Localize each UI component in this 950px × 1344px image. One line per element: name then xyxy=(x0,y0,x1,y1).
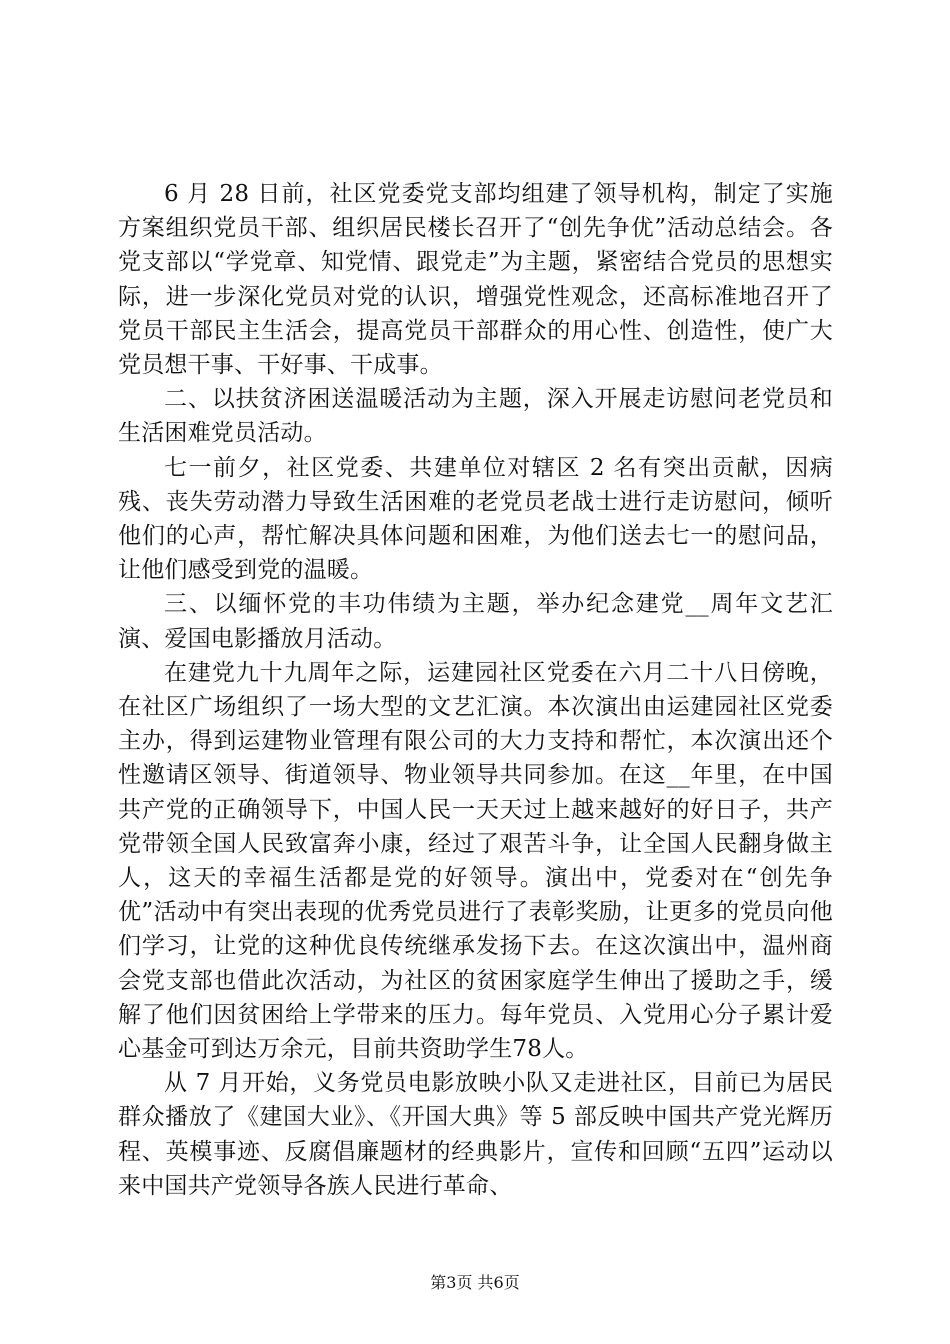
document-body xyxy=(118,177,833,1203)
paragraph-3: 七一前夕，社区党委、共建单位对辖区 2 名有突出贡献，因病残、丧失劳动潜力导致生活困难的老党员老战士进行走访慰问，倾听他们的心声，帮忙解决具体问题和困难，为他们送去七一的慰问品，让他们感受到党的温暖。 xyxy=(118,454,833,584)
paragraph-5: 在建党九十九周年之际，运建园社区党委在六月二十八日傍晚，在社区广场组织了一场大型的文艺汇演。本次演出由运建园社区党委主办，得到运建物业管理有限公司的大力支持和帮忙，本次演出还个性邀请区领导、街道领导、物业领导共同参加。在这__年里，在中国共产党的正确领导下，中国人民一天天过上越来越好的好日子，共产党带领全国人民致富奔小康，经过了艰苦斗争，让全国人民翻身做主人，这天的幸福生活都是党的好领导。演出中，党委对在“创先争优”活动中有突出表现的优秀党员进行了表彰奖励，让更多的党员向他们学习，让党的这种优良传统继承发扬下去。在这次演出中，温州商会党支部也借此次活动，为社区的贫困家庭学生伸出了援助之手，缓解了他们因贫困给上学带来的压力。每年党员、入党用心分子累计爱心基金可到达万余元，目前共资助学生78人。 xyxy=(118,659,833,1063)
paragraph-6: 从 7 月开始，义务党员电影放映小队又走进社区，目前已为居民群众播放了《建国大业》、《开国大典》等 5 部反映中国共产党光辉历程、英模事迹、反腐倡廉题材的经典影片，宣传和回顾“五四”运动以来中国共产党领导各族人民进行革命、 xyxy=(118,1070,833,1199)
paragraph-4: 三、以缅怀党的丰功伟绩为主题，举办纪念建党__周年文艺汇演、爱国电影播放月活动。 xyxy=(118,591,833,652)
paragraph-1: 6 月 28 日前，社区党委党支部均组建了领导机构，制定了实施方案组织党员干部、组织居民楼长召开了“创先争优”活动总结会。各党支部以“学党章、知党情、跟党走”为主题，紧密结合党员的思想实际，进一步深化党员对党的认识，增强党性观念，还高标准地召开了党员干部民主生活会，提高党员干部群众的用心性、创造性，使广大党员想干事、干好事、干成事。 xyxy=(118,181,833,379)
paragraph-2: 二、以扶贫济困送温暖活动为主题，深入开展走访慰问老党员和生活困难党员活动。 xyxy=(118,386,833,447)
page-footer: 第3页 共6页 xyxy=(430,1273,520,1292)
